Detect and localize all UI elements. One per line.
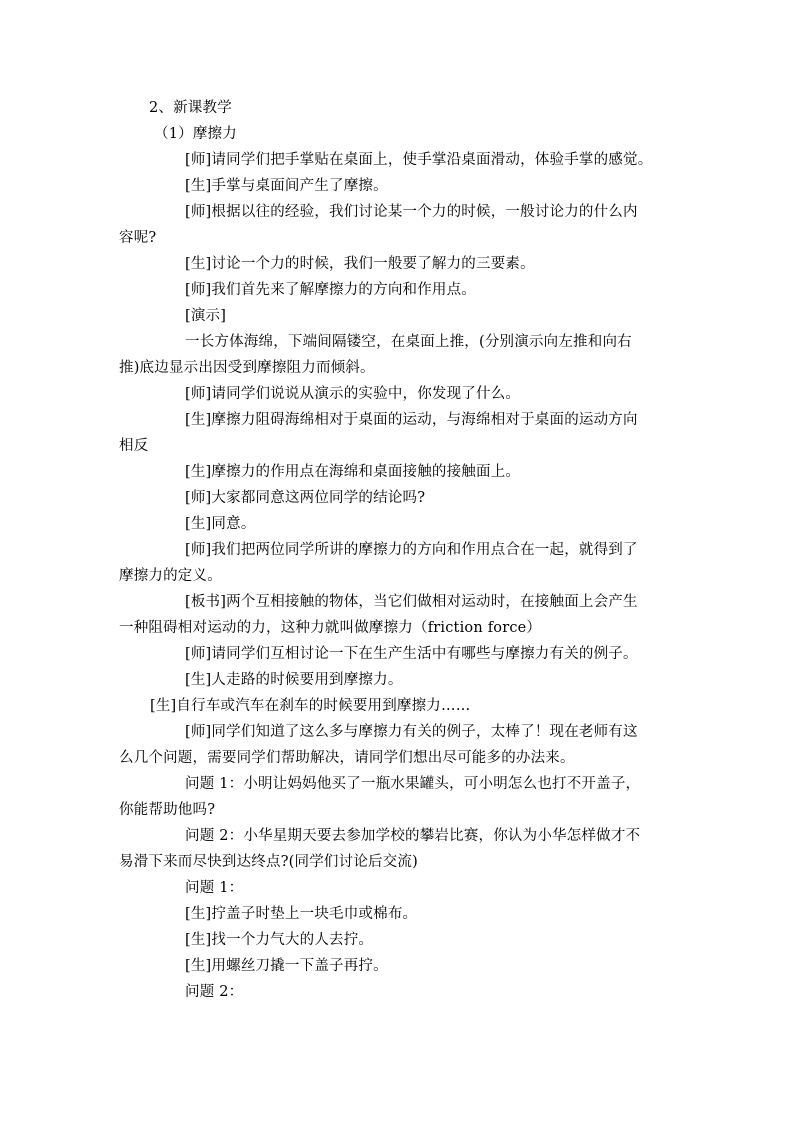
dialogue-line: [生]摩擦力的作用点在海绵和桌面接触的接触面上。 xyxy=(185,464,521,480)
board-note: [板书]两个互相接触的物体，当它们做相对运动时，在接触面上会产生 xyxy=(185,594,638,610)
dialogue-line: [师]同学们知道了这么多与摩擦力有关的例子，太棒了！现在老师有这 xyxy=(185,724,638,740)
dialogue-line-continuation: 摩擦力的定义。 xyxy=(119,568,222,584)
dialogue-line: [师]根据以往的经验，我们讨论某一个力的时候，一般讨论力的什么内 xyxy=(185,204,638,220)
board-note-continuation: 一种阻碍相对运动的力，这种力就叫做摩擦力（friction force） xyxy=(119,620,542,636)
dialogue-line: [生]自行车或汽车在刹车的时候要用到摩擦力…… xyxy=(150,698,471,714)
question-line-continuation: 你能帮助他吗? xyxy=(119,802,216,818)
dialogue-line-continuation: 相反 xyxy=(119,438,149,454)
dialogue-line: [生]人走路的时候要用到摩擦力。 xyxy=(185,672,403,688)
dialogue-line: [师]大家都同意这两位同学的结论吗? xyxy=(185,490,426,506)
dialogue-line-continuation: 容呢? xyxy=(119,230,157,246)
demo-description-continuation: 推)底边显示出因受到摩擦阻力而倾斜。 xyxy=(119,360,375,376)
dialogue-line: [生]找一个力气大的人去拧。 xyxy=(185,932,374,948)
dialogue-line: [生]摩擦力阻碍海绵相对于桌面的运动，与海绵相对于桌面的运动方向 xyxy=(185,412,638,428)
section-heading: 2、新课教学 xyxy=(149,100,232,116)
demo-label: [演示] xyxy=(185,308,227,324)
dialogue-line: [师]我们把两位同学所讲的摩擦力的方向和作用点合在一起，就得到了 xyxy=(185,542,638,558)
dialogue-line: [师]请同学们互相讨论一下在生产生活中有哪些与摩擦力有关的例子。 xyxy=(185,646,638,662)
dialogue-line: [生]拧盖子时垫上一块毛巾或棉布。 xyxy=(185,906,418,922)
question-line-continuation: 易滑下来而尽快到达终点?(同学们讨论后交流) xyxy=(119,854,418,870)
dialogue-line: [生]手掌与桌面间产生了摩擦。 xyxy=(185,178,388,194)
question-line: 问题 2：小华星期天要去参加学校的攀岩比赛，你认为小华怎样做才不 xyxy=(185,828,641,844)
dialogue-line: [师]请同学们把手掌贴在桌面上，使手掌沿桌面滑动，体验手掌的感觉。 xyxy=(185,152,653,168)
demo-description: 一长方体海绵，下端间隔镂空，在桌面上推，(分别演示向左推和向右 xyxy=(185,334,632,350)
question-label: 问题 2： xyxy=(185,984,244,1000)
dialogue-line: [生]讨论一个力的时候，我们一般要了解力的三要素。 xyxy=(185,256,535,272)
dialogue-line: [师]请同学们说说从演示的实验中，你发现了什么。 xyxy=(185,386,521,402)
dialogue-line: [生]用螺丝刀撬一下盖子再拧。 xyxy=(185,958,388,974)
question-line: 问题 1：小明让妈妈他买了一瓶水果罐头，可小明怎么也打不开盖子， xyxy=(185,776,641,792)
dialogue-line: [师]我们首先来了解摩擦力的方向和作用点。 xyxy=(185,282,477,298)
dialogue-line: [生]同意。 xyxy=(185,516,256,532)
dialogue-line-continuation: 么几个问题，需要同学们帮助解决，请同学们想出尽可能多的办法来。 xyxy=(119,750,575,766)
question-label: 问题 1： xyxy=(185,880,244,896)
subsection-heading: （1）摩擦力 xyxy=(154,126,237,142)
